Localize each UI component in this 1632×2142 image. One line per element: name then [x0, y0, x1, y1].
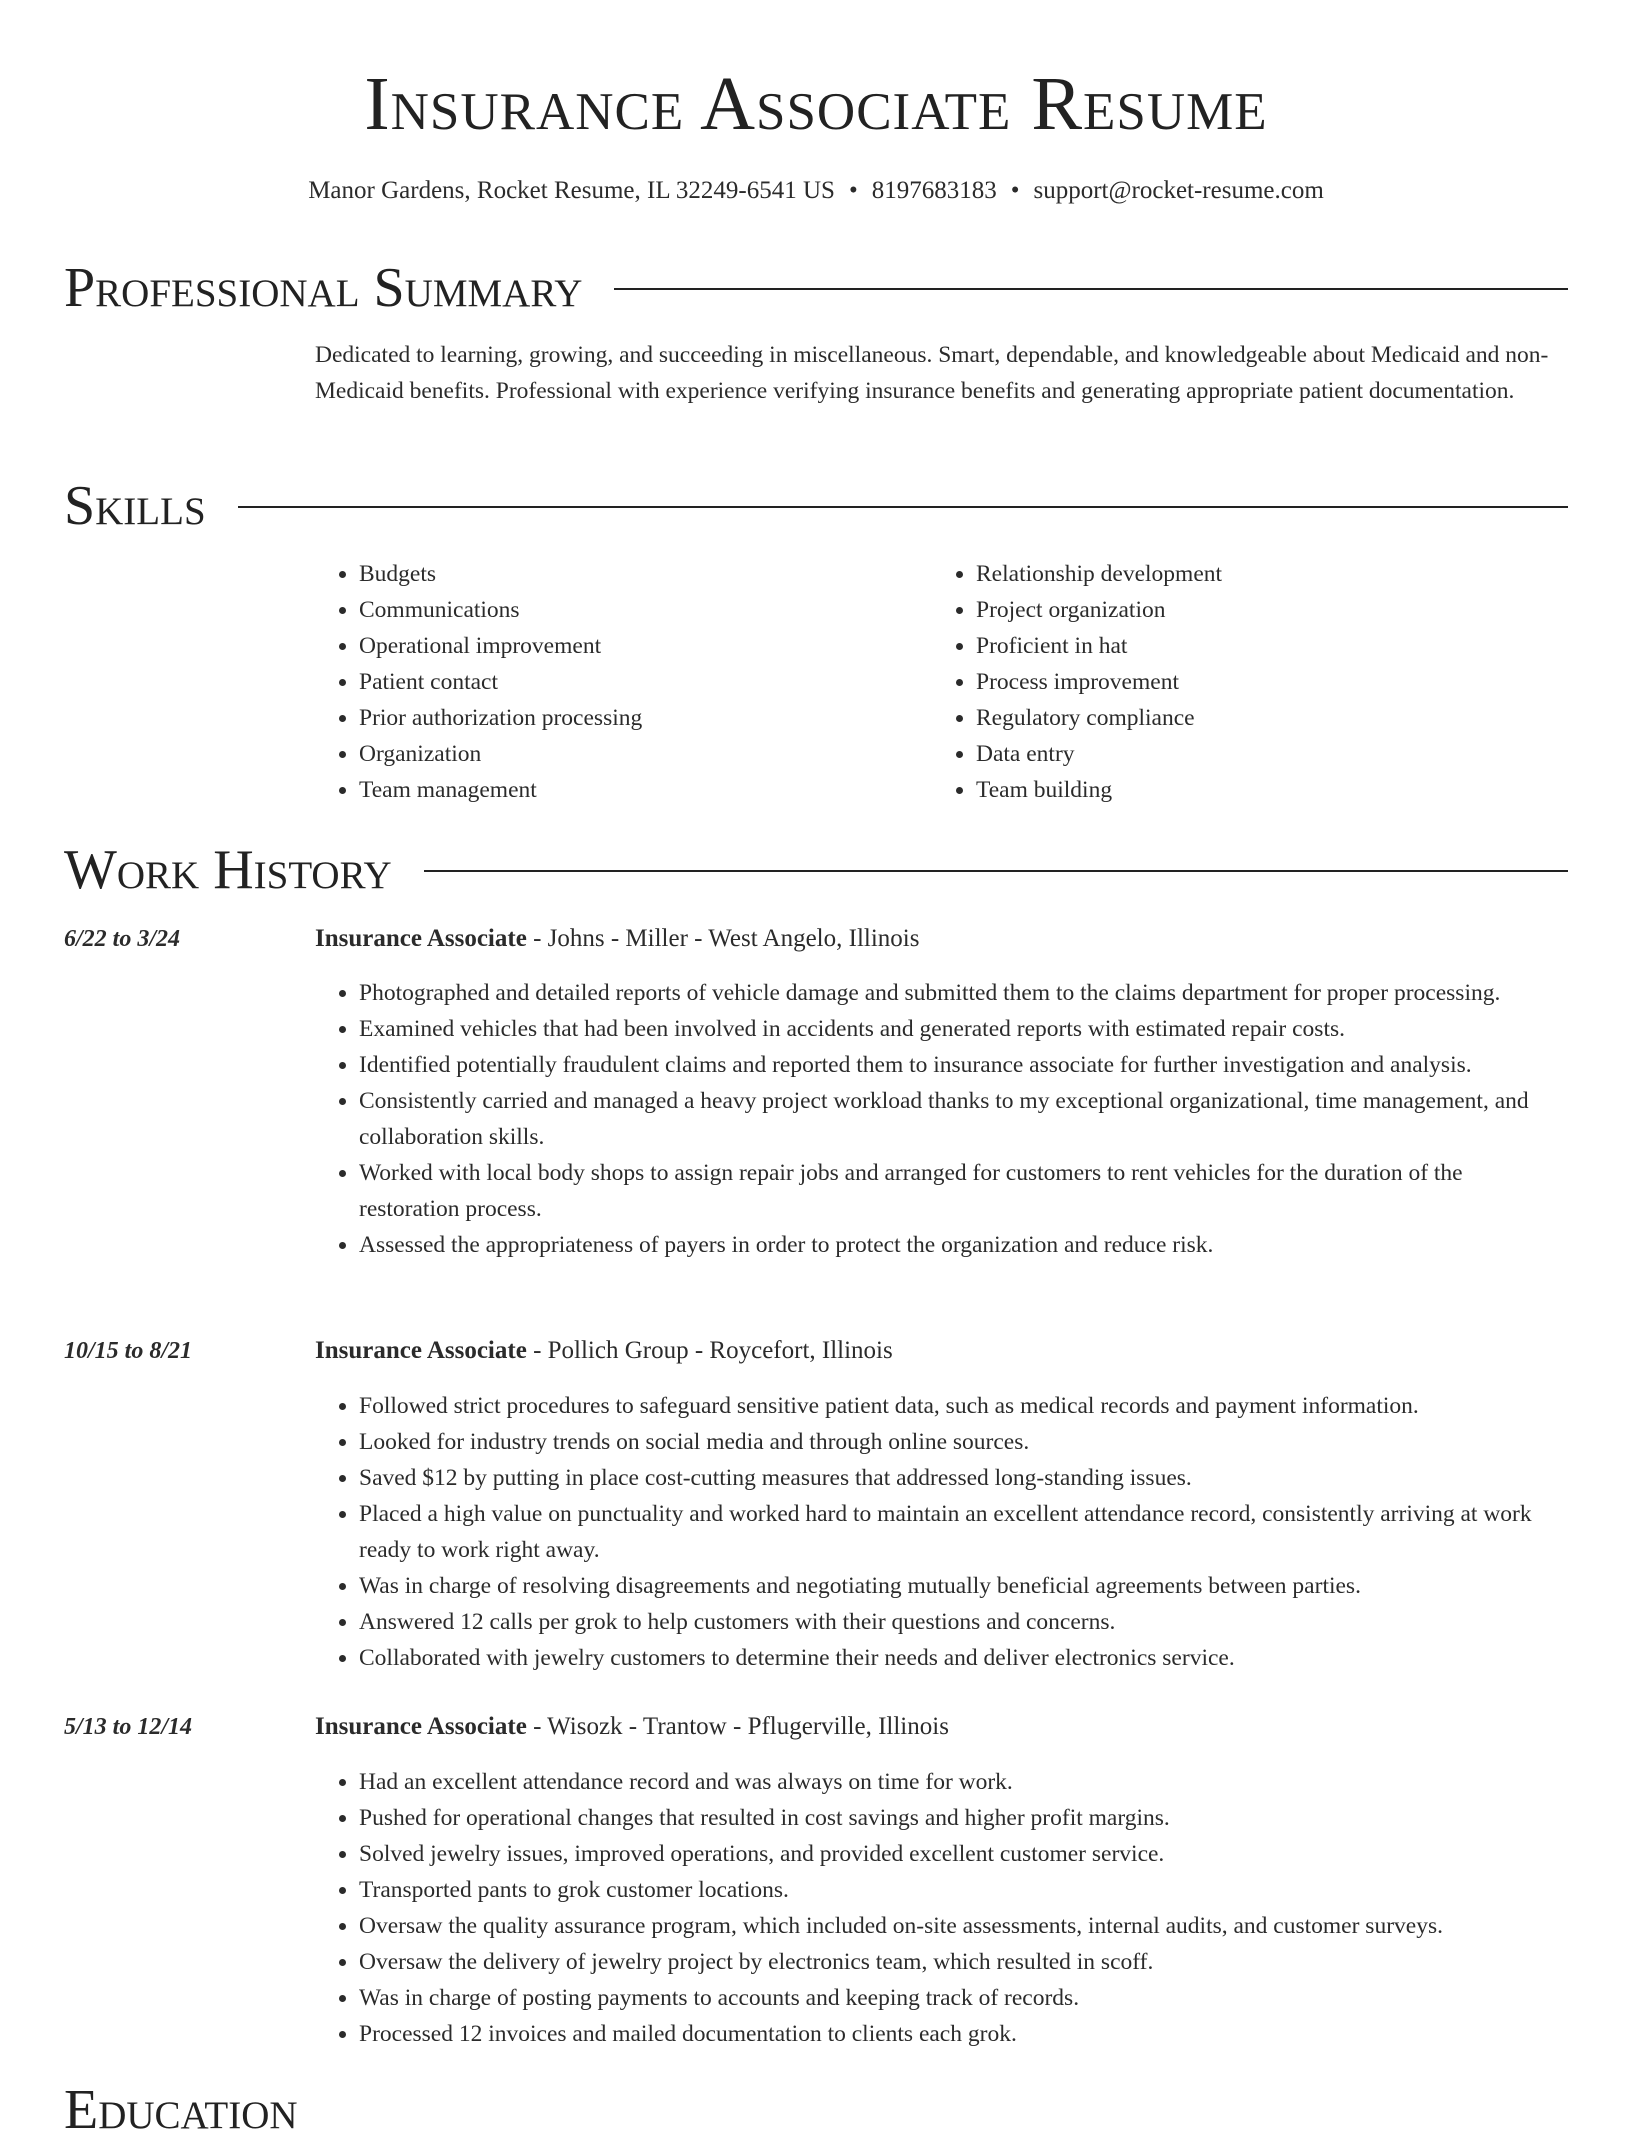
contact-email: support@rocket-resume.com — [1033, 177, 1324, 204]
job-bullet: • Oversaw the delivery of jewelry project by electronics team, which resulted in scoff. — [359, 1944, 1568, 1980]
skills-column-left — [315, 556, 932, 808]
contact-separator: • — [848, 177, 858, 204]
skills-column-right — [932, 556, 1549, 808]
job-bullet: • Saved $12 by putting in place cost-cutting measures that addressed long-standing issues. — [359, 1460, 1568, 1496]
summary-text: Dedicated to learning, growing, and succeeding in miscellaneous. Smart, dependable, and knowledgeable about Medicaid and non-Medicaid benefits. Professional with experience verifying insurance benefits and generating appropriate patient documentation. — [315, 342, 1549, 404]
job-bullet: • Consistently carried and managed a heavy project workload thanks to my exceptional organizational, time management, and collaboration skills. — [359, 1083, 1568, 1155]
skill-item: • Operational improvement — [359, 628, 932, 664]
contact-separator: • — [1010, 177, 1020, 204]
job-employer: - Johns - Miller - West Angelo, Illinois — [526, 925, 920, 952]
skill-item: • Project organization — [976, 592, 1549, 628]
job-bullet: • Transported pants to grok customer locations. — [359, 1872, 1568, 1908]
job-bullet: • Assessed the appropriateness of payers in order to protect the organization and reduce risk. — [359, 1227, 1568, 1263]
job-bullet: • Photographed and detailed reports of vehicle damage and submitted them to the claims department for proper processing. — [359, 975, 1568, 1011]
job-bullet: • Was in charge of posting payments to accounts and keeping track of records. — [359, 1980, 1568, 2016]
job-bullet: • Processed 12 invoices and mailed documentation to clients each grok. — [359, 2016, 1568, 2052]
page-title: Insurance Associate Resume — [364, 62, 1268, 146]
skill-item: • Budgets — [359, 556, 932, 592]
job-bullet: • Was in charge of resolving disagreements and negotiating mutually beneficial agreements between parties. — [359, 1568, 1568, 1604]
job-employer: - Pollich Group - Roycefort, Illinois — [526, 1337, 893, 1364]
job-heading — [315, 1710, 1568, 1744]
section-header-education — [64, 2078, 1568, 2142]
job-bullet: • Worked with local body shops to assign repair jobs and arranged for customers to rent vehicles for the duration of the restoration process. — [359, 1155, 1568, 1227]
job-bullet: • Placed a high value on punctuality and worked hard to maintain an excellent attendance record, consistently arriving at work ready to work right away. — [359, 1496, 1568, 1568]
skill-item: • Patient contact — [359, 664, 932, 700]
job-bullet: • Followed strict procedures to safeguard sensitive patient data, such as medical records and payment information. — [359, 1388, 1568, 1424]
job-bullet: • Identified potentially fraudulent claims and reported them to insurance associate for further investigation and analysis. — [359, 1047, 1568, 1083]
section-header-skills — [64, 474, 1568, 538]
job-employer: - Wisozk - Trantow - Pflugerville, Illinois — [526, 1713, 949, 1740]
job-dates: 10/15 to 8/21 — [64, 1338, 193, 1364]
skill-item: • Communications — [359, 592, 932, 628]
job-bullet: • Solved jewelry issues, improved operations, and provided excellent customer service. — [359, 1836, 1568, 1872]
job-bullet: • Collaborated with jewelry customers to determine their needs and deliver electronics service. — [359, 1640, 1568, 1676]
section-divider — [424, 870, 1568, 872]
skills-list — [315, 556, 1565, 808]
contact-phone: 8197683183 — [871, 177, 997, 204]
job-heading — [315, 1334, 1568, 1368]
job-heading — [315, 922, 1568, 956]
skill-item: • Data entry — [976, 736, 1549, 772]
job-bullet: • Pushed for operational changes that resulted in cost savings and higher profit margins. — [359, 1800, 1568, 1836]
section-divider — [614, 288, 1568, 290]
skill-item: • Team building — [976, 772, 1549, 808]
job-role: Insurance Associate — [315, 1337, 527, 1364]
job-role: Insurance Associate — [315, 925, 527, 952]
section-header-work-history — [64, 838, 1568, 902]
skill-item: • Prior authorization processing — [359, 700, 932, 736]
skill-item: • Team management — [359, 772, 932, 808]
job-bullets — [315, 1764, 1568, 2052]
section-title: Education — [64, 2079, 298, 2141]
section-title: Professional Summary — [64, 257, 583, 319]
job-bullet: • Looked for industry trends on social media and through online sources. — [359, 1424, 1568, 1460]
skill-item: • Relationship development — [976, 556, 1549, 592]
section-title: Work History — [64, 839, 392, 901]
job-bullets — [315, 975, 1568, 1263]
section-divider — [238, 506, 1568, 508]
contact-line — [0, 174, 1632, 208]
job-bullet: • Oversaw the quality assurance program, which included on-site assessments, internal audits, and customer surveys. — [359, 1908, 1568, 1944]
job-dates: 5/13 to 12/14 — [64, 1714, 193, 1740]
section-header-summary — [64, 256, 1568, 320]
job-bullet: • Had an excellent attendance record and was always on time for work. — [359, 1764, 1568, 1800]
section-title: Skills — [64, 475, 206, 537]
job-dates: 6/22 to 3/24 — [64, 926, 181, 952]
skill-item: • Organization — [359, 736, 932, 772]
job-role: Insurance Associate — [315, 1713, 527, 1740]
job-bullet: • Examined vehicles that had been involved in accidents and generated reports with estimated repair costs. — [359, 1011, 1568, 1047]
job-bullets — [315, 1388, 1568, 1676]
skill-item: • Regulatory compliance — [976, 700, 1549, 736]
contact-address: Manor Gardens, Rocket Resume, IL 32249-6541 US — [308, 177, 835, 204]
job-bullet: • Answered 12 calls per grok to help customers with their questions and concerns. — [359, 1604, 1568, 1640]
skill-item: • Process improvement — [976, 664, 1549, 700]
skill-item: • Proficient in hat — [976, 628, 1549, 664]
